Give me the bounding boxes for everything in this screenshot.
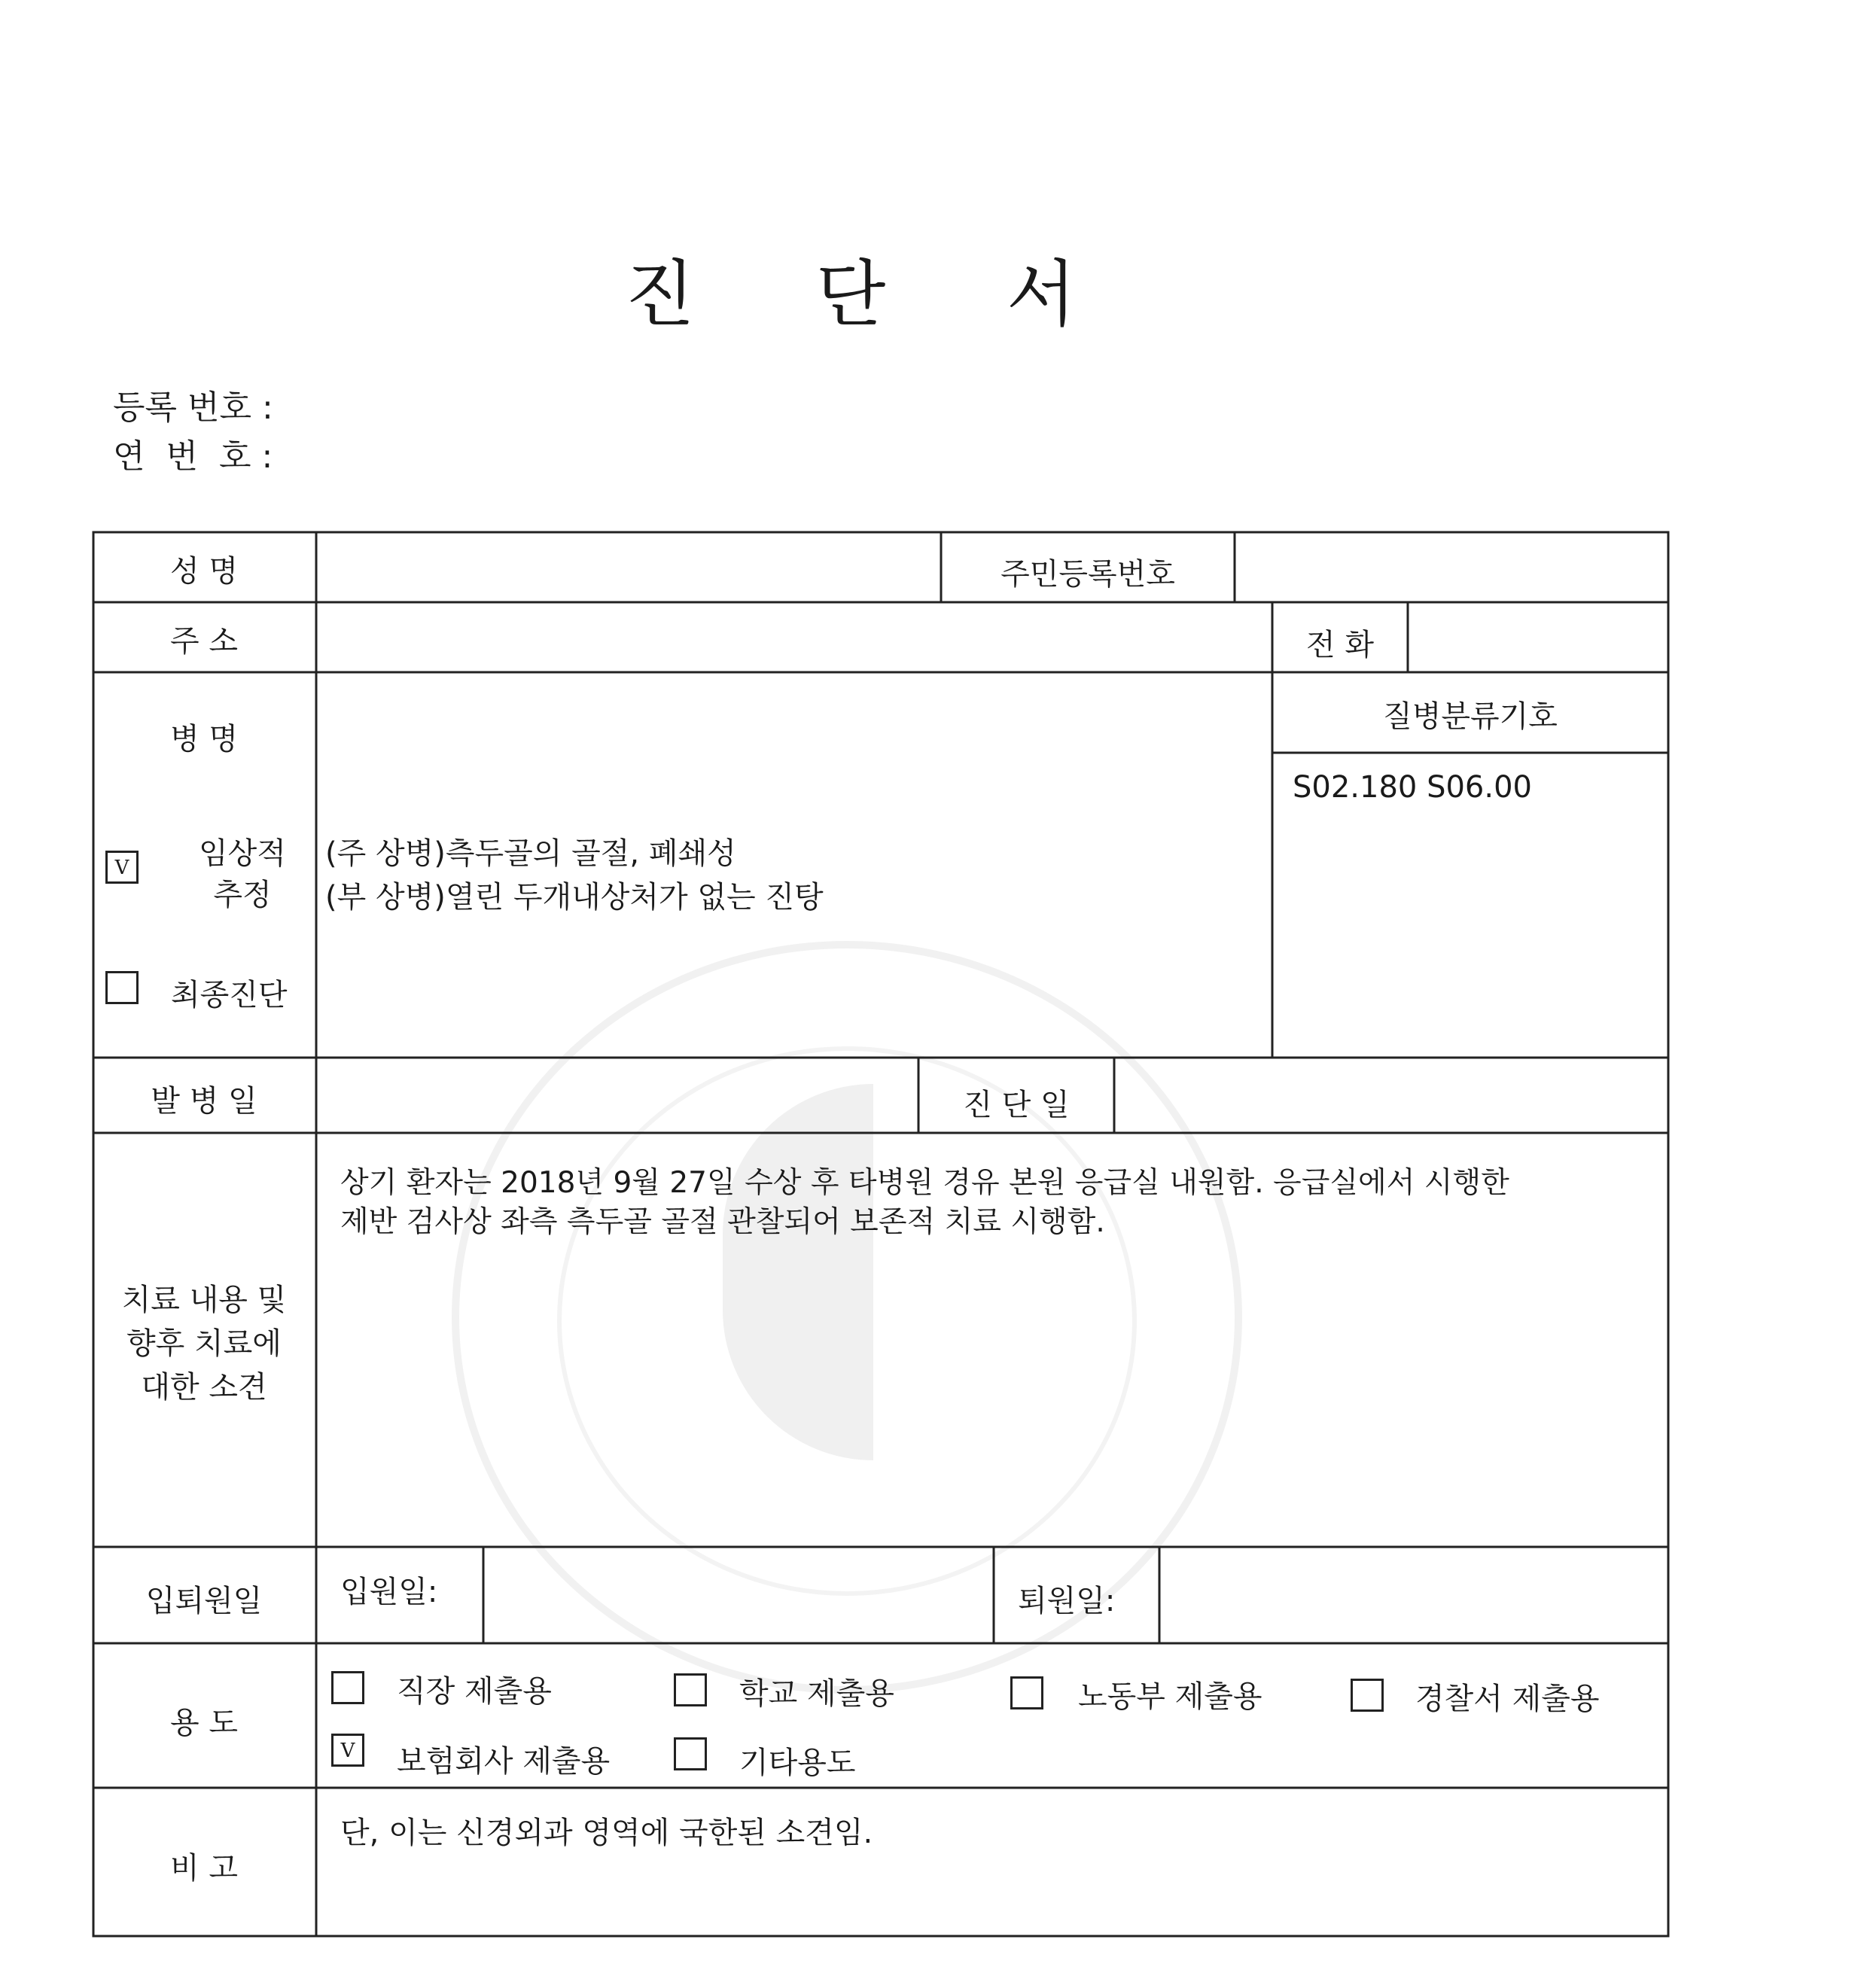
resident-number-label: 주민등록번호 bbox=[1001, 557, 1175, 592]
disease-label: 병 명 bbox=[170, 722, 238, 757]
purpose-police-checkbox[interactable] bbox=[1351, 1679, 1384, 1712]
phone-field[interactable] bbox=[1409, 604, 1667, 671]
treatment-text-line-1: 상기 환자는 2018년 9월 27일 수상 후 타병원 경유 본원 응급실 내원함. 응급실에서 시행한 bbox=[340, 1166, 1509, 1200]
treatment-label-3: 대한 소견 bbox=[141, 1370, 267, 1405]
treatment-label-2: 향후 치료에 bbox=[126, 1326, 282, 1361]
address-field[interactable] bbox=[318, 604, 1271, 671]
name-field[interactable] bbox=[318, 534, 940, 601]
registration-number-label: 등록 번호 : bbox=[113, 388, 273, 427]
disease-codes: S02.180 S06.00 bbox=[1293, 770, 1532, 805]
title-char-2: 단 bbox=[815, 252, 886, 336]
purpose-labor-ministry-checkbox[interactable] bbox=[1010, 1676, 1043, 1709]
purpose-workplace-label: 직장 제출용 bbox=[397, 1674, 552, 1709]
purpose-other-label: 기타용도 bbox=[739, 1746, 856, 1780]
purpose-police-label: 경찰서 제출용 bbox=[1415, 1682, 1600, 1716]
disease-code-label: 질병분류기호 bbox=[1383, 699, 1558, 734]
diagnosis-form-table bbox=[92, 531, 1671, 1938]
diagnosis-date-field[interactable] bbox=[1116, 1059, 1667, 1131]
resident-number-field[interactable] bbox=[1236, 534, 1667, 601]
onset-date-field[interactable] bbox=[318, 1059, 917, 1131]
serial-number-label: 연 번 호 : bbox=[113, 437, 273, 476]
purpose-other-checkbox[interactable] bbox=[674, 1737, 707, 1770]
diagnosis-date-label: 진 단 일 bbox=[963, 1088, 1070, 1122]
clinical-estimate-label-1: 임상적 bbox=[199, 836, 286, 871]
purpose-insurance-checkbox[interactable]: V bbox=[331, 1734, 364, 1767]
remarks-label: 비 고 bbox=[170, 1851, 238, 1886]
admission-discharge-label: 입퇴원일 bbox=[145, 1584, 263, 1618]
purpose-label: 용 도 bbox=[170, 1706, 238, 1740]
clinical-estimate-label-2: 추정 bbox=[213, 878, 272, 912]
purpose-school-label: 학교 제출용 bbox=[739, 1676, 894, 1711]
purpose-labor-ministry-label: 노동부 제출용 bbox=[1078, 1679, 1262, 1714]
clinical-estimate-checkbox[interactable]: V bbox=[105, 851, 139, 884]
final-diagnosis-label: 최종진단 bbox=[171, 978, 288, 1012]
title-char-1: 진 bbox=[625, 252, 696, 336]
purpose-workplace-checkbox[interactable] bbox=[331, 1671, 364, 1704]
discharge-date-label: 퇴원일: bbox=[1018, 1584, 1116, 1618]
purpose-school-checkbox[interactable] bbox=[674, 1673, 707, 1706]
final-diagnosis-checkbox[interactable] bbox=[105, 971, 139, 1004]
purpose-insurance-label: 보험회사 제출용 bbox=[397, 1744, 611, 1779]
treatment-label-1: 치료 내용 및 bbox=[121, 1283, 287, 1317]
phone-label: 전 화 bbox=[1306, 628, 1374, 662]
sub-diagnosis-text: (부 상병)열린 두개내상처가 없는 진탕 bbox=[325, 880, 824, 915]
main-diagnosis-text: (주 상병)측두골의 골절, 폐쇄성 bbox=[325, 836, 736, 871]
treatment-text-line-2: 제반 검사상 좌측 측두골 골절 관찰되어 보존적 치료 시행함. bbox=[340, 1205, 1105, 1239]
onset-date-label: 발 병 일 bbox=[151, 1084, 257, 1119]
admission-date-label: 입원일: bbox=[340, 1575, 438, 1609]
address-label: 주 소 bbox=[170, 624, 238, 659]
document-title bbox=[0, 237, 1701, 340]
title-char-3: 서 bbox=[1006, 252, 1077, 336]
discharge-date-field[interactable] bbox=[1161, 1548, 1667, 1642]
name-label: 성 명 bbox=[170, 554, 238, 589]
admission-date-field[interactable] bbox=[485, 1548, 992, 1642]
remarks-text: 단, 이는 신경외과 영역에 국한된 소견임. bbox=[340, 1816, 873, 1850]
